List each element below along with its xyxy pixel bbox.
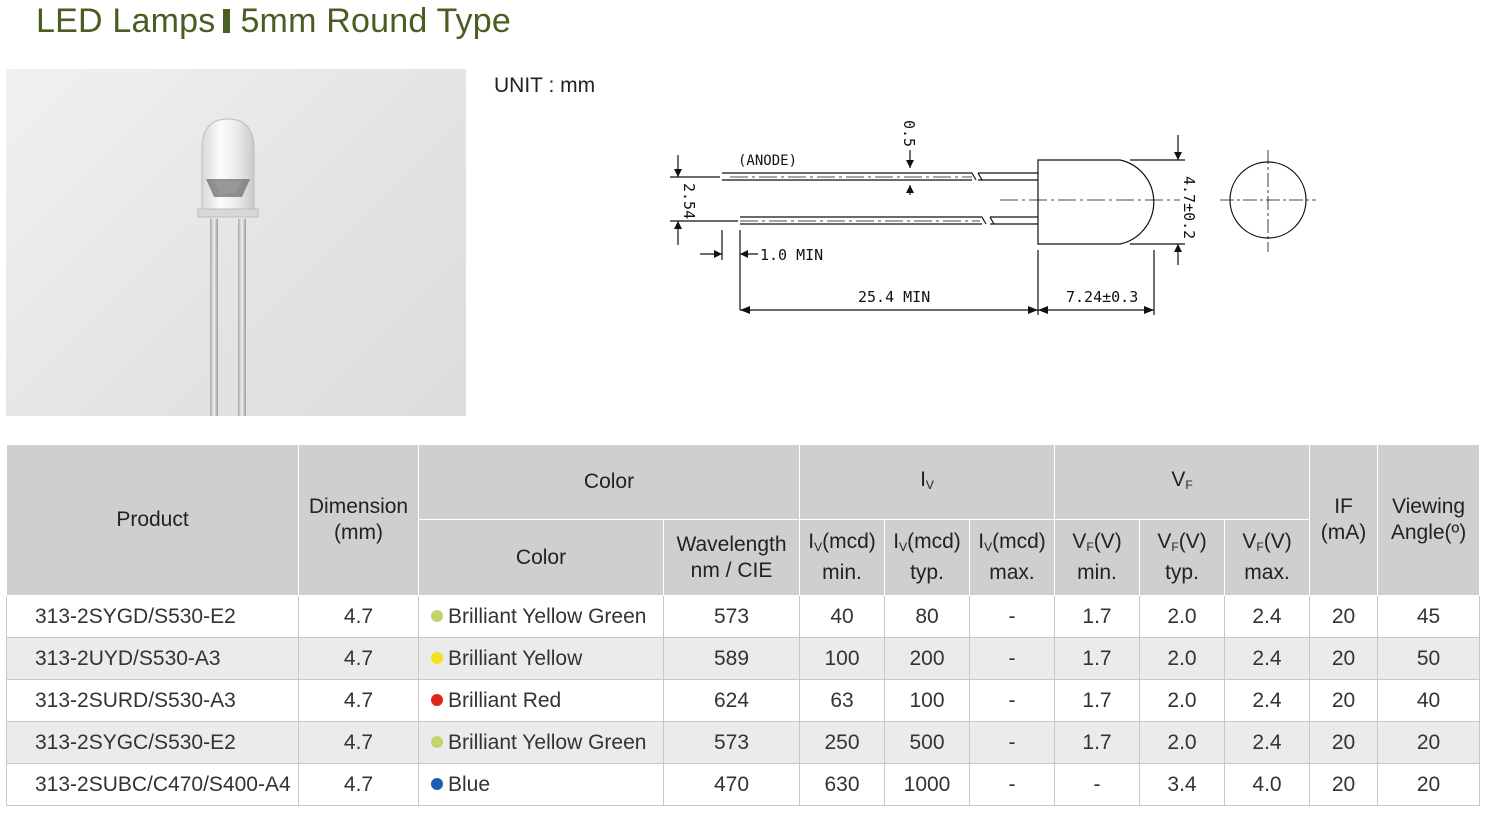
cell-dimension: 4.7 <box>299 638 419 680</box>
cell-vf-typ: 2.0 <box>1140 680 1225 722</box>
cell-angle: 20 <box>1378 764 1480 806</box>
lead-spacing-label: 2.54 <box>680 183 698 220</box>
table-row <box>7 638 1480 680</box>
cell-iv-min: 63 <box>800 680 885 722</box>
iv-sub: V <box>984 540 993 554</box>
header-viewing-angle <box>1378 445 1480 596</box>
table-row <box>7 764 1480 806</box>
cell-color-text: Brilliant Yellow <box>448 646 583 670</box>
header-dimension-unit: (mm) <box>334 521 383 544</box>
spec-table <box>6 444 1480 806</box>
cell-angle: 50 <box>1378 638 1480 680</box>
cell-vf-max: 4.0 <box>1225 764 1310 806</box>
cell-wavelength: 624 <box>664 680 800 722</box>
header-iv-subscript: V <box>925 477 934 492</box>
iv-unit: (mcd) <box>992 530 1046 553</box>
color-dot-icon <box>431 736 443 748</box>
page-title-left: LED Lamps <box>36 2 216 40</box>
vf-typ-label: typ. <box>1165 561 1199 584</box>
cell-color-text: Blue <box>448 772 491 796</box>
table-row <box>7 596 1480 638</box>
cell-vf-min: - <box>1055 764 1140 806</box>
header-dimension-text: Dimension <box>308 495 409 518</box>
cell-vf-max: 2.4 <box>1225 680 1310 722</box>
vf-sub: F <box>1256 540 1264 554</box>
cell-product: 313-2SYGD/S530-E2 <box>7 596 299 638</box>
cell-color <box>419 596 664 638</box>
cell-iv-typ: 1000 <box>885 764 970 806</box>
dimension-drawing <box>660 110 1340 325</box>
vf-sub: F <box>1086 540 1094 554</box>
title-separator <box>223 9 230 33</box>
cell-vf-min: 1.7 <box>1055 596 1140 638</box>
header-vf-group <box>1055 445 1310 520</box>
cell-color-text: Brilliant Yellow Green <box>448 730 647 754</box>
iv-min-label: min. <box>822 561 862 584</box>
cell-angle: 40 <box>1378 680 1480 722</box>
header-product: Product <box>7 445 299 596</box>
cell-angle: 45 <box>1378 596 1480 638</box>
led-lamp-illustration <box>6 69 466 416</box>
cell-product: 313-2SUBC/C470/S400-A4 <box>7 764 299 806</box>
cell-vf-max: 2.4 <box>1225 722 1310 764</box>
header-iv-symbol: I <box>920 467 926 491</box>
cell-iv-min: 40 <box>800 596 885 638</box>
cell-vf-typ: 2.0 <box>1140 638 1225 680</box>
header-if-text: IF <box>1334 495 1353 518</box>
body-diameter-label: 4.7±0.2 <box>1180 176 1198 240</box>
vf-unit: (V) <box>1263 530 1292 553</box>
cell-iv-max: - <box>970 764 1055 806</box>
cell-product: 313-2SYGC/S530-E2 <box>7 722 299 764</box>
vf-unit: (V) <box>1093 530 1122 553</box>
header-vf-symbol: V <box>1171 467 1186 491</box>
cell-wavelength: 470 <box>664 764 800 806</box>
cell-color-text: Brilliant Red <box>448 688 562 712</box>
cell-vf-max: 2.4 <box>1225 638 1310 680</box>
vf-sym: V <box>1157 530 1172 553</box>
body-length-label: 7.24±0.3 <box>1066 288 1139 306</box>
led-photo <box>6 69 466 416</box>
header-iv-group <box>800 445 1055 520</box>
cell-iv-min: 250 <box>800 722 885 764</box>
iv-typ-label: typ. <box>910 561 944 584</box>
page-title-right: 5mm Round Type <box>240 2 511 40</box>
header-color-group: Color <box>419 445 800 520</box>
header-wavelength <box>664 520 800 596</box>
lead-min-label: 1.0 MIN <box>760 246 824 264</box>
color-dot-icon <box>431 652 443 664</box>
cell-color <box>419 680 664 722</box>
cell-dimension: 4.7 <box>299 680 419 722</box>
cell-iv-typ: 500 <box>885 722 970 764</box>
header-angle-unit: Angle(º) <box>1390 521 1467 544</box>
lead-length-label: 25.4 MIN <box>858 288 931 306</box>
color-dot-icon <box>431 610 443 622</box>
cell-if: 20 <box>1310 722 1378 764</box>
cell-product: 313-2SURD/S530-A3 <box>7 680 299 722</box>
header-vf-max <box>1225 520 1310 596</box>
header-color: Color <box>419 520 664 596</box>
cell-iv-min: 630 <box>800 764 885 806</box>
unit-label: UNIT : mm <box>494 74 596 97</box>
vf-unit: (V) <box>1178 530 1207 553</box>
header-iv-max <box>970 520 1055 596</box>
cell-wavelength: 573 <box>664 596 800 638</box>
cell-dimension: 4.7 <box>299 764 419 806</box>
iv-sym: I <box>893 530 900 553</box>
cell-color-text: Brilliant Yellow Green <box>448 604 647 628</box>
cell-if: 20 <box>1310 764 1378 806</box>
header-wavelength-text: Wavelength <box>676 532 787 556</box>
header-vf-subscript: F <box>1185 477 1193 492</box>
iv-unit: (mcd) <box>907 530 961 553</box>
color-dot-icon <box>431 778 443 790</box>
vf-min-label: min. <box>1077 561 1117 584</box>
cell-vf-min: 1.7 <box>1055 638 1140 680</box>
header-dimension <box>299 445 419 596</box>
vf-sym: V <box>1072 530 1087 553</box>
cell-product: 313-2UYD/S530-A3 <box>7 638 299 680</box>
header-angle-text: Viewing <box>1391 495 1466 518</box>
cell-vf-min: 1.7 <box>1055 722 1140 764</box>
cell-wavelength: 589 <box>664 638 800 680</box>
cell-vf-typ: 2.0 <box>1140 722 1225 764</box>
iv-sym: I <box>978 530 985 553</box>
cell-vf-typ: 2.0 <box>1140 596 1225 638</box>
cell-iv-max: - <box>970 596 1055 638</box>
iv-max-label: max. <box>989 561 1035 584</box>
cell-if: 20 <box>1310 596 1378 638</box>
color-dot-icon <box>431 694 443 706</box>
header-iv-typ <box>885 520 970 596</box>
iv-unit: (mcd) <box>822 530 876 553</box>
cell-iv-typ: 200 <box>885 638 970 680</box>
header-if-unit: (mA) <box>1320 521 1367 544</box>
iv-sub: V <box>899 540 908 554</box>
table-row <box>7 680 1480 722</box>
cell-iv-typ: 80 <box>885 596 970 638</box>
cell-iv-typ: 100 <box>885 680 970 722</box>
cell-if: 20 <box>1310 680 1378 722</box>
anode-label: (ANODE) <box>738 153 798 169</box>
cell-dimension: 4.7 <box>299 722 419 764</box>
cell-color <box>419 764 664 806</box>
header-wavelength-unit: nm / CIE <box>690 558 773 582</box>
header-vf-typ <box>1140 520 1225 596</box>
header-vf-min <box>1055 520 1140 596</box>
lead-thickness-label: 0.5 <box>900 120 918 148</box>
header-if <box>1310 445 1378 596</box>
vf-sub: F <box>1171 540 1179 554</box>
cell-angle: 20 <box>1378 722 1480 764</box>
cell-dimension: 4.7 <box>299 596 419 638</box>
cell-vf-max: 2.4 <box>1225 596 1310 638</box>
vf-max-label: max. <box>1244 561 1290 584</box>
cell-iv-min: 100 <box>800 638 885 680</box>
cell-wavelength: 573 <box>664 722 800 764</box>
cell-vf-min: 1.7 <box>1055 680 1140 722</box>
cell-iv-max: - <box>970 680 1055 722</box>
cell-if: 20 <box>1310 638 1378 680</box>
vf-sym: V <box>1242 530 1257 553</box>
cell-color <box>419 638 664 680</box>
table-row <box>7 722 1480 764</box>
cell-vf-typ: 3.4 <box>1140 764 1225 806</box>
iv-sub: V <box>814 540 823 554</box>
header-iv-min <box>800 520 885 596</box>
page-title <box>36 2 511 41</box>
cell-color <box>419 722 664 764</box>
cell-iv-max: - <box>970 722 1055 764</box>
cell-iv-max: - <box>970 638 1055 680</box>
iv-sym: I <box>808 530 815 553</box>
